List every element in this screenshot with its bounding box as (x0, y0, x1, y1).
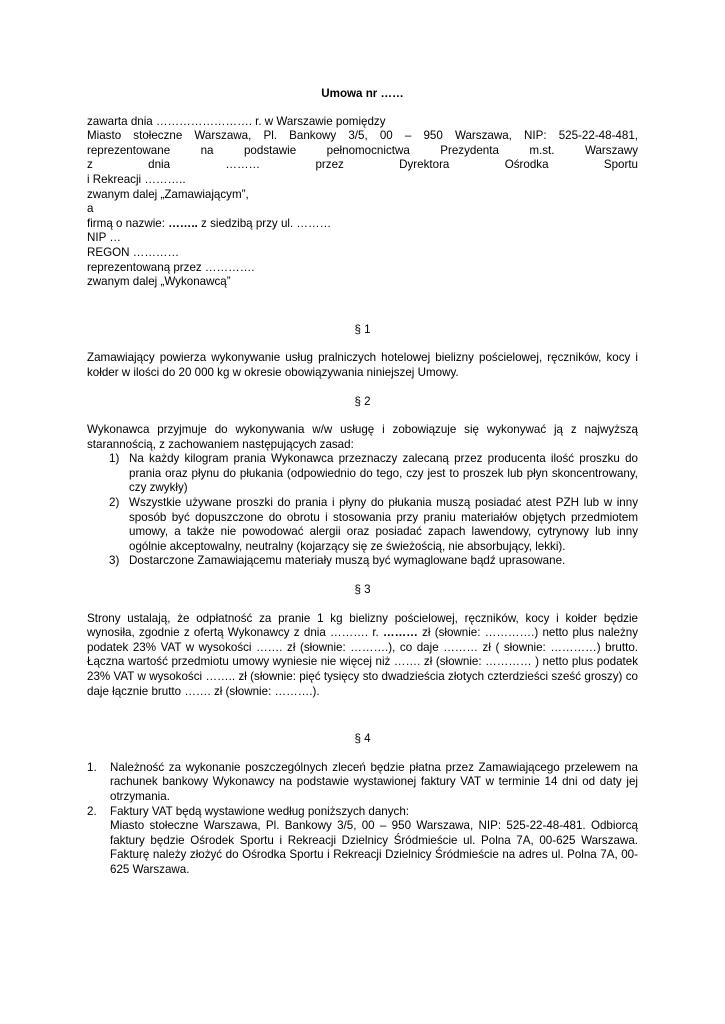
contract-title: Umowa nr …… (321, 87, 404, 100)
list-item: 2. Faktury VAT będą wystawione według poniższych danych: Miasto stołeczne Warszawa, Pl. Bankowy 3/5, 00 – 950 Warszawa, NIP: 525-22-48-481. Odbiorcą faktury będzie Ośrodek Sportu i Rekreacji Dzielnicy Śródmieście ul. Polna 7A, 00-625 Warszawa. Fakturę należy złożyć do Ośrodka Sportu i Rekreacji Dzielnicy Śródmieście na adres ul. Polna 7A, 00-625 Warszawa. (87, 804, 638, 876)
header-line-represented: reprezentowane na podstawie pełnomocnictwa Prezydenta m.st. Warszawy (87, 143, 638, 157)
header-line-and: a (87, 202, 94, 216)
list-item: 1) Na każdy kilogram prania Wykonawca przeznaczy zalecaną przez producenta ilość proszku do prania oraz płynu do płukania (odpowiednio do tego, czy jest to proszek lub płyn skoncentrowany, czy zwykły) (109, 452, 638, 495)
section-4-list (87, 761, 638, 878)
document-page (87, 87, 638, 878)
section-3-text: Strony ustalają, że odpłatność za pranie 1 kg bielizny pościelowej, ręczników, kocy i kołder będzie wynosiła, zgodnie z ofertą Wykonawcy z dnia ………. r. ……… zł (słownie: ………….) netto plus należny podatek 23% VAT w wysokości ……. zł (słownie: ……….), co daje ……… zł ( słownie: …………) brutto. Łączna wartość przedmiotu umowy wyniesie nie więcej niż ……. zł (słownie: ………… ) netto plus podatek 23% VAT w wysokości …….. zł (słownie: pięć tysięcy sto dwadzieścia złotych czterdzieści sześć groszy) co daje łącznie brutto ……. zł (słownie: ……….). (87, 611, 638, 698)
parties-block (87, 115, 638, 290)
header-line-recreation: i Rekreacji ……….. (87, 172, 186, 186)
header-line-date: zawarta dnia ……………………. r. w Warszawie pomiędzy (87, 114, 386, 128)
section-4-heading: § 4 (354, 732, 371, 746)
header-line-company (87, 217, 638, 232)
header-line-representative: reprezentowaną przez …………. (87, 260, 255, 274)
section-1-heading: § 1 (354, 322, 371, 336)
header-line-contractor: zwanym dalej „Wykonawcą” (87, 275, 231, 289)
header-line-regon: REGON ………… (87, 245, 180, 259)
header-line-nip: NIP … (87, 231, 121, 245)
company-name-blank: …….. (168, 216, 198, 230)
list-item: 2) Wszystkie używane proszki do prania i płyny do płukania muszą posiadać atest PZH lub w inny sposób być dopuszczone do obrotu i stosowania przy praniu materiałów objętych przedmiotem umowy, a także nie powodować alergii oraz posiadać zapach lawendowy, cytrynowy lub inny ogólnie akceptowalny, neutralny (kojarzący się ze świeżością, nie absorbujący, lekki). (109, 496, 638, 553)
company-label: firmą o nazwie: (87, 216, 169, 230)
section-2-list (87, 452, 638, 569)
list-item: 3) Dostarczone Zamawiającemu materiały muszą być wymaglowane bądź uprasowane. (109, 554, 566, 568)
company-seat: z siedzibą przy ul. ……… (197, 216, 332, 230)
section-2-intro: Wykonawca przyjmuje do wykonywania w/w usługę i zobowiązuje się wykonywać ją z najwyższą starannością, z zachowaniem następujących zasad: (87, 423, 638, 451)
list-item: 1. Należność za wykonanie poszczególnych zleceń będzie płatna przez Zamawiającego przelewem na rachunek bankowy Wykonawcy na podstawie wystawionej faktury VAT w terminie 14 dni od daty jej otrzymania. (87, 760, 638, 803)
header-line-director: z dnia ……… przez Dyrektora Ośrodka Sportu (87, 158, 638, 172)
header-line-city: Miasto stołeczne Warszawa, Pl. Bankowy 3/5, 00 – 950 Warszawa, NIP: 525-22-48-481, (87, 129, 638, 143)
section-2-heading: § 2 (354, 394, 371, 408)
section-3-heading: § 3 (354, 583, 371, 597)
section-1-text: Zamawiający powierza wykonywanie usług pralniczych hotelowej bielizny pościelowej, ręczników, kocy i kołder w ilości do 20 000 kg w okresie obowiązywania niniejszej Umowy. (87, 351, 638, 379)
header-line-ordering-party: zwanym dalej „Zamawiającym”, (87, 187, 249, 201)
